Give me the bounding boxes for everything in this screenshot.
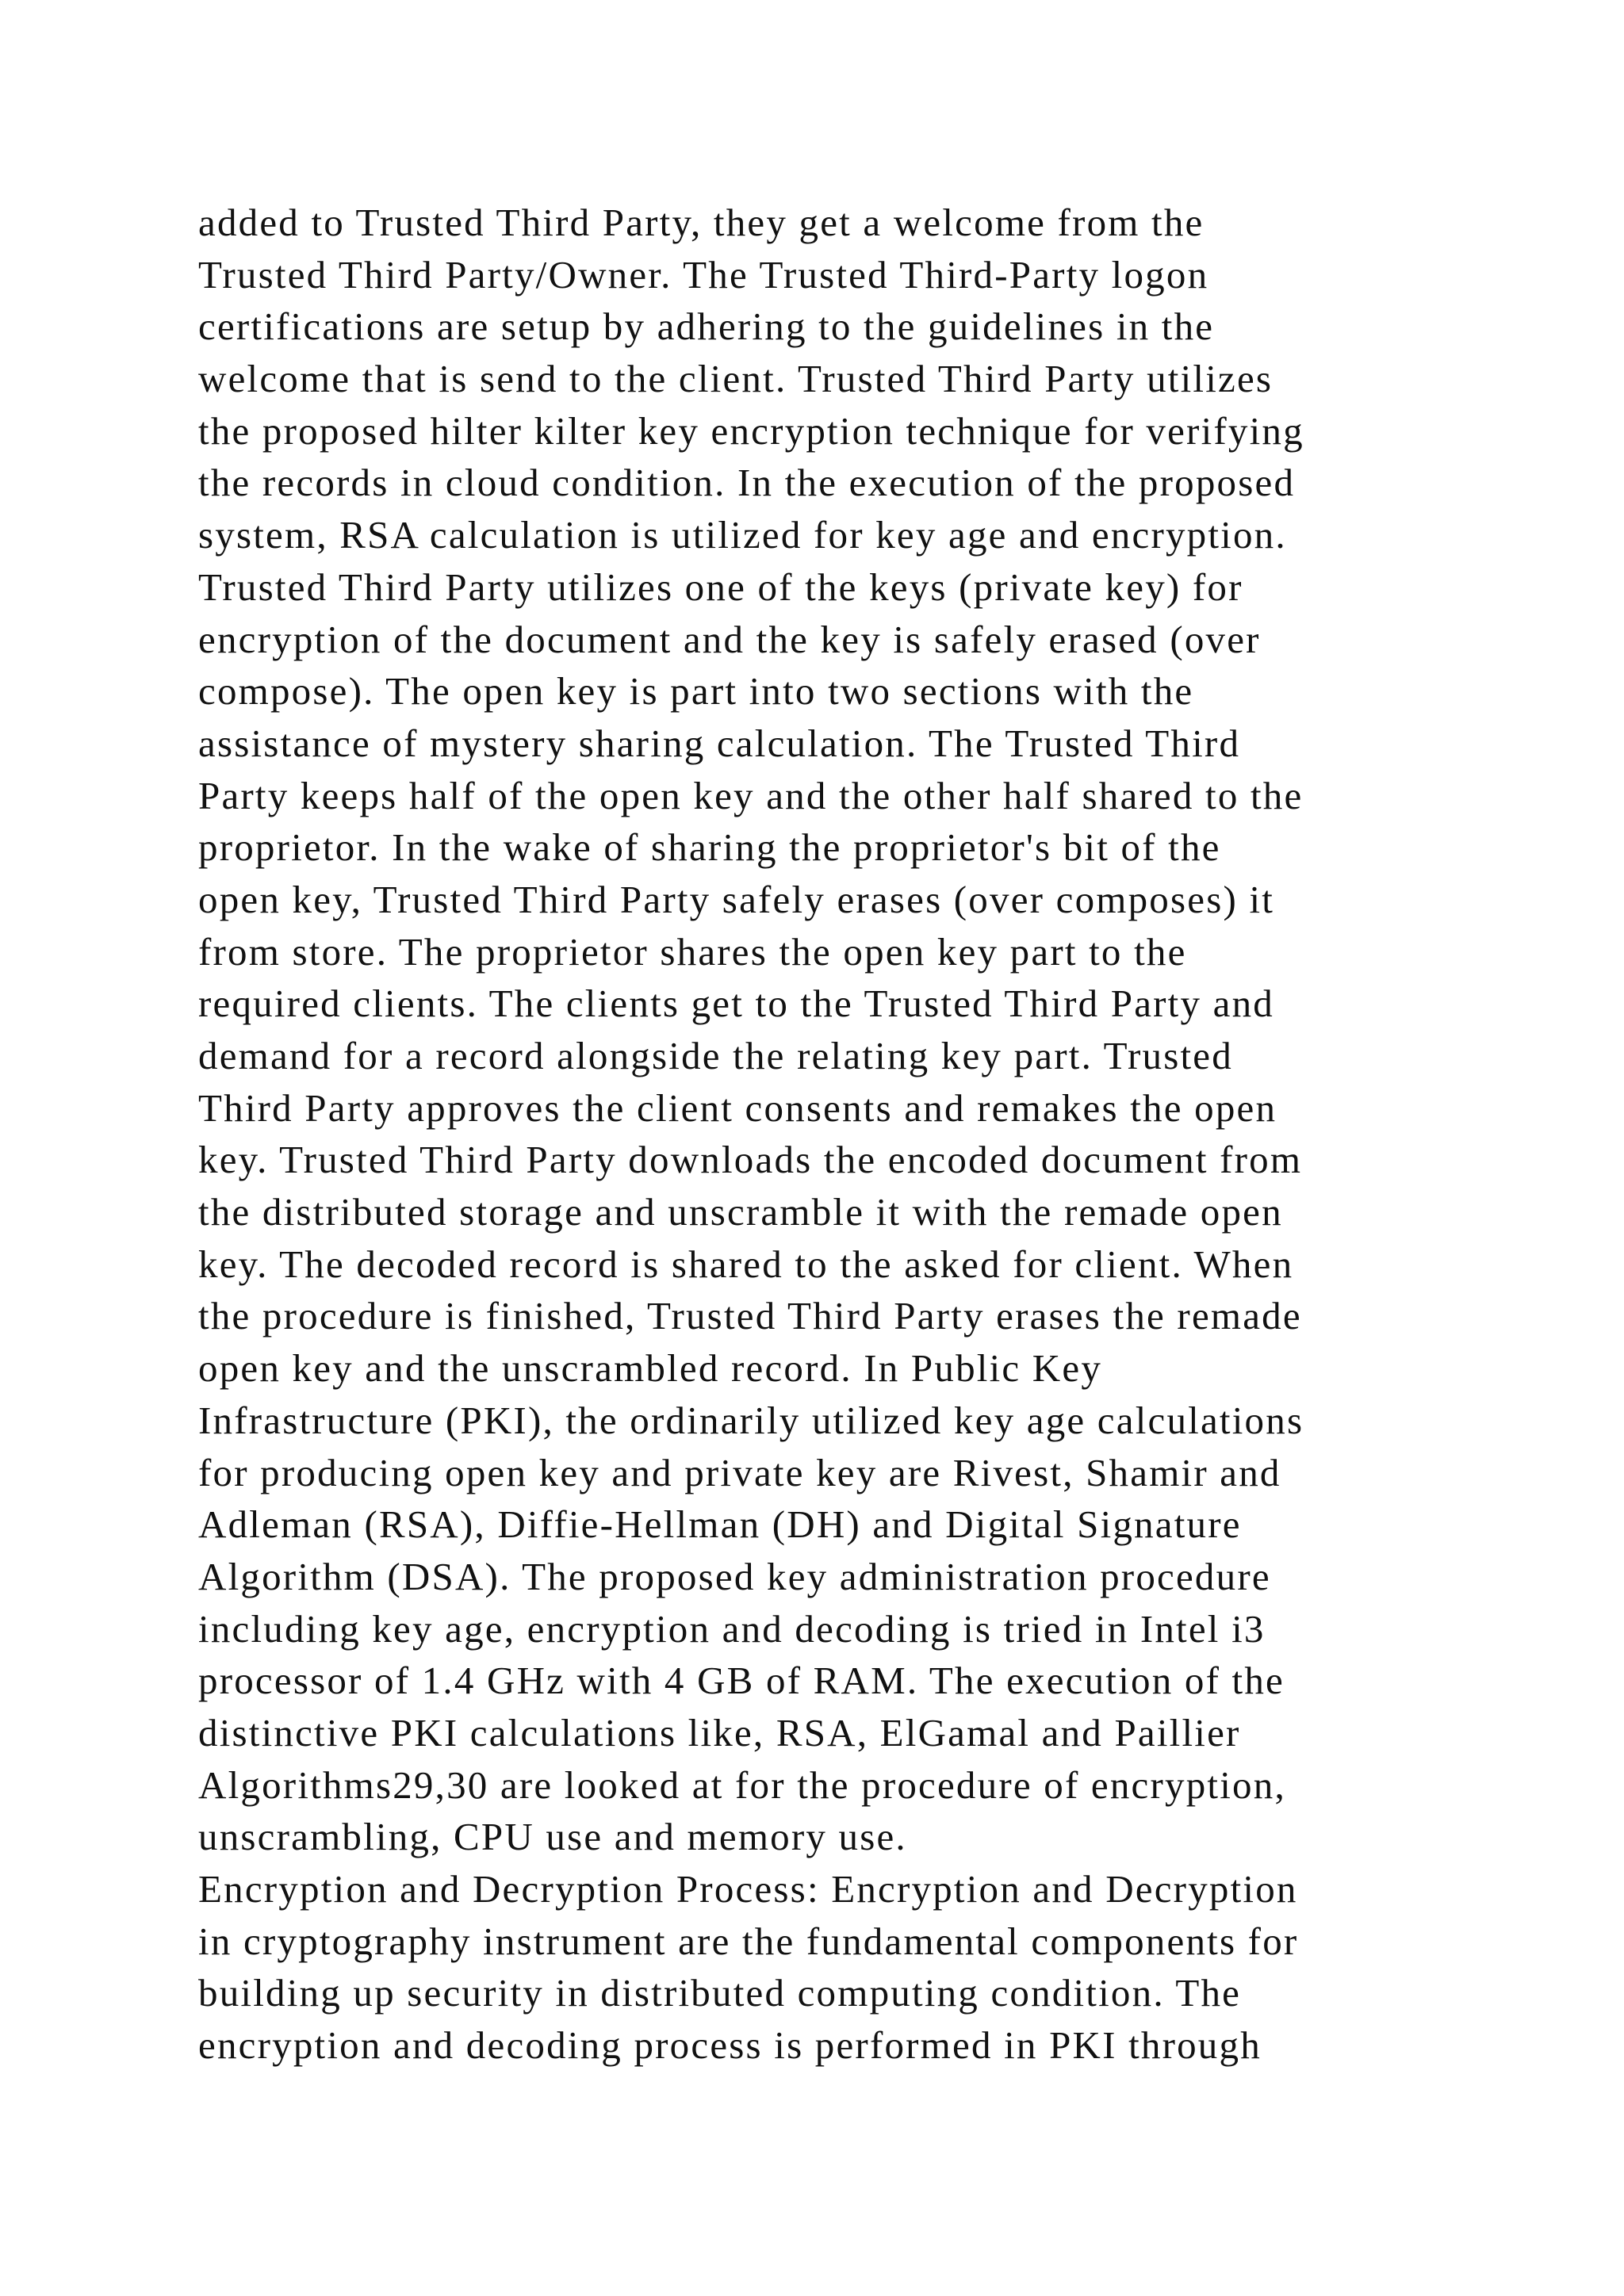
text-line: Algorithm (DSA). The proposed key administration procedure	[198, 1554, 1271, 1598]
text-line: processor of 1.4 GHz with 4 GB of RAM. The execution of the	[198, 1659, 1285, 1703]
text-line: open key, Trusted Third Party safely erases (over composes) it	[198, 877, 1275, 921]
text-line: for producing open key and private key are Rivest, Shamir and	[198, 1450, 1281, 1494]
text-line: encryption of the document and the key is safely erased (over	[198, 617, 1261, 661]
text-line: Encryption and Decryption Process: Encryption and Decryption	[198, 1867, 1298, 1911]
text-line: compose). The open key is part into two sections with the	[198, 669, 1194, 714]
text-line: distinctive PKI calculations like, RSA, ElGamal and Paillier	[198, 1710, 1241, 1755]
text-line: in cryptography instrument are the fundamental components for	[198, 1919, 1299, 1963]
text-line: unscrambling, CPU use and memory use.	[198, 1815, 907, 1859]
text-line: open key and the unscrambled record. In Public Key	[198, 1346, 1103, 1391]
text-line: Trusted Third Party/Owner. The Trusted Third-Party logon	[198, 252, 1209, 297]
text-line: the records in cloud condition. In the execution of the proposed	[198, 461, 1296, 505]
text-line: added to Trusted Third Party, they get a welcome from the	[198, 201, 1205, 244]
text-line: the distributed storage and unscramble it with the remade open	[198, 1190, 1283, 1234]
text-line: assistance of mystery sharing calculation. The Trusted Third	[198, 721, 1241, 765]
text-line: required clients. The clients get to the Trusted Third Party and	[198, 982, 1274, 1026]
text-line: building up security in distributed computing condition. The	[198, 1971, 1242, 2015]
text-line: demand for a record alongside the relating key part. Trusted	[198, 1034, 1233, 1077]
text-line: key. Trusted Third Party downloads the encoded document from	[198, 1138, 1303, 1182]
text-line: welcome that is send to the client. Trusted Third Party utilizes	[198, 357, 1274, 401]
text-line: Trusted Third Party utilizes one of the keys (private key) for	[198, 564, 1243, 609]
text-line: system, RSA calculation is utilized for key age and encryption.	[198, 513, 1287, 557]
text-line: key. The decoded record is shared to the asked for client. When	[198, 1242, 1294, 1286]
text-line: the proposed hilter kilter key encryption technique for verifying	[198, 408, 1304, 453]
text-line: Third Party approves the client consents and remakes the open	[198, 1085, 1277, 1130]
text-line: Infrastructure (PKI), the ordinarily utilized key age calculations	[198, 1398, 1304, 1442]
text-line: including key age, encryption and decoding is tried in Intel i3	[198, 1606, 1266, 1651]
body-text	[198, 197, 1499, 2072]
text-line: Party keeps half of the open key and the other half shared to the	[198, 773, 1304, 817]
text-line: the procedure is finished, Trusted Third Party erases the remade	[198, 1294, 1302, 1338]
text-line: Adleman (RSA), Diffie-Hellman (DH) and Digital Signature	[198, 1502, 1242, 1547]
text-line: certifications are setup by adhering to the guidelines in the	[198, 304, 1215, 349]
text-line: from store. The proprietor shares the open key part to the	[198, 929, 1187, 974]
text-line: proprietor. In the wake of sharing the proprietor's bit of the	[198, 825, 1221, 870]
text-line: encryption and decoding process is performed in PKI through	[198, 2023, 1262, 2068]
text-line: Algorithms29,30 are looked at for the procedure of encryption,	[198, 1762, 1286, 1807]
